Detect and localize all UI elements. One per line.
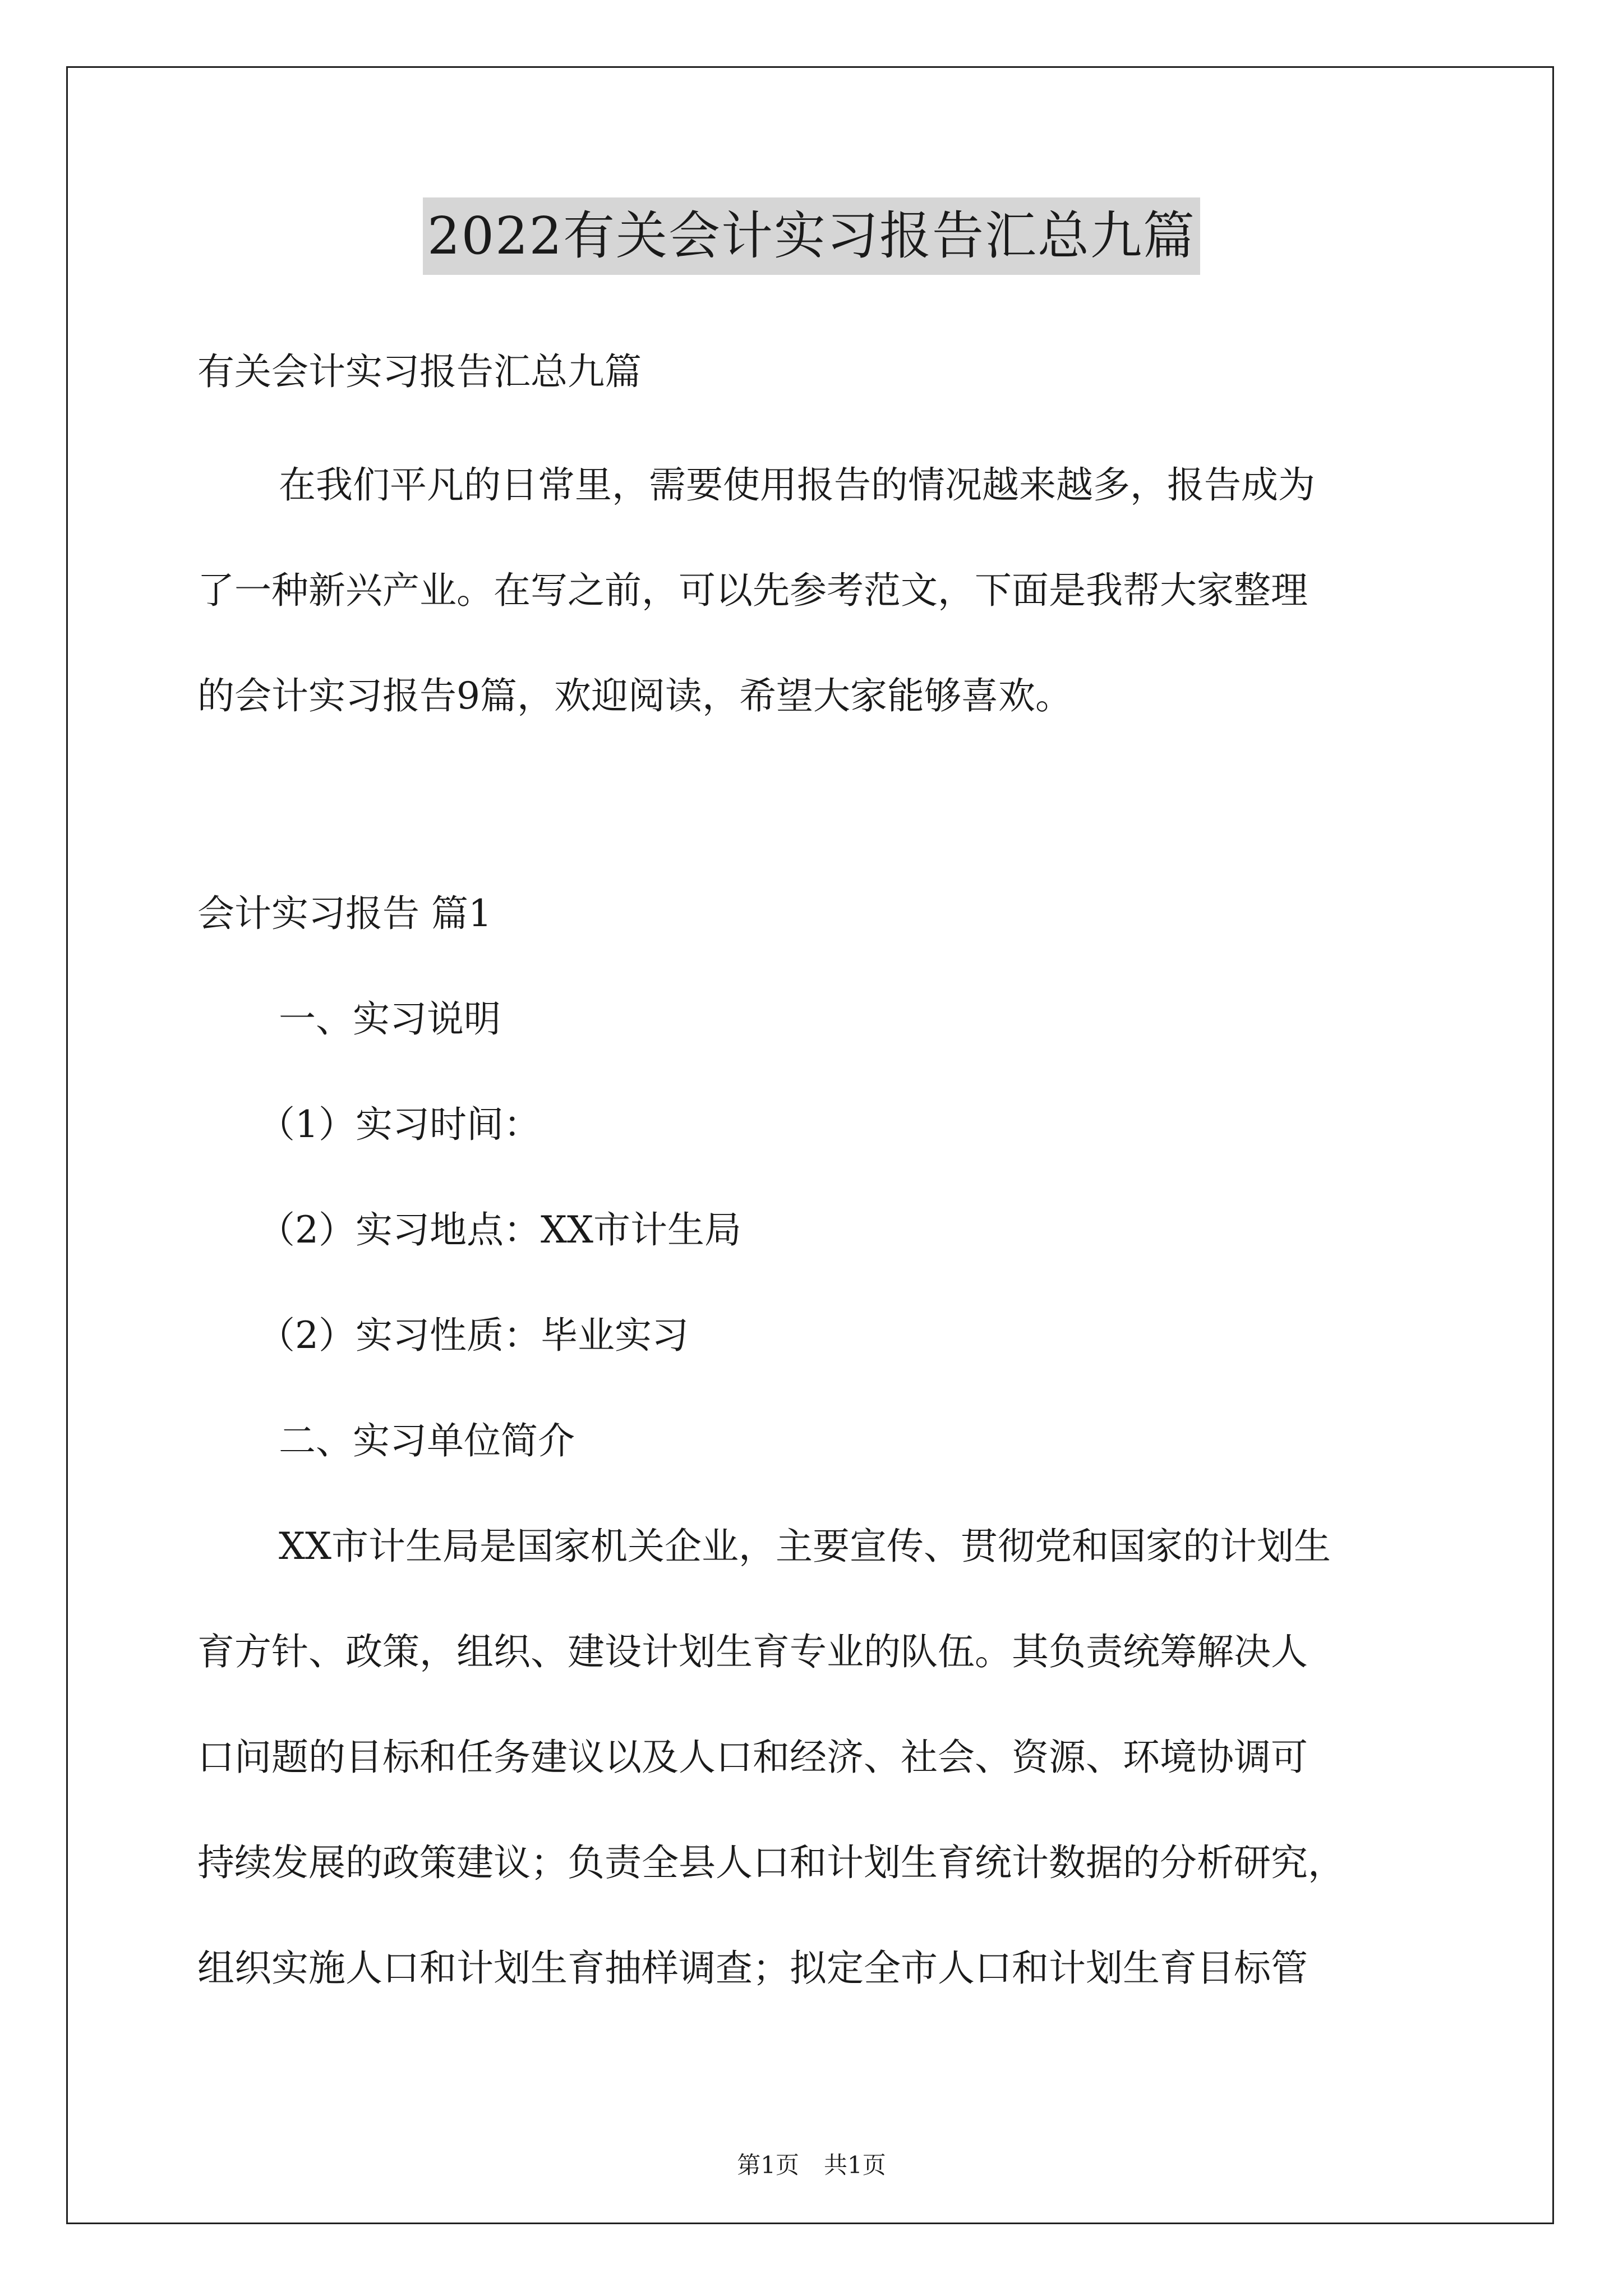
heading-unit-introduction: 二、实习单位简介: [279, 1419, 575, 1462]
body-line-5: 组织实施人口和计划生育抽样调查；拟定全市人口和计划生育目标管: [197, 1947, 1308, 1990]
page-footer: [0, 2148, 1623, 2182]
body-line-3: 口问题的目标和任务建议以及人口和经济、社会、资源、环境协调可: [197, 1736, 1308, 1779]
heading-internship-description: 一、实习说明: [279, 997, 501, 1041]
document-title: 2022有关会计实习报告汇总九篇: [423, 197, 1200, 275]
page-number: 第1页: [737, 2151, 799, 2179]
item-internship-location: （2）实习地点：XX市计生局: [258, 1208, 741, 1251]
intro-line-3: 的会计实习报告9篇，欢迎阅读，希望大家能够喜欢。: [197, 674, 1072, 717]
page-total: 共1页: [824, 2151, 886, 2179]
body-line-2: 育方针、政策，组织、建设计划生育专业的队伍。其负责统筹解决人: [197, 1630, 1308, 1673]
section-heading: 会计实习报告 篇1: [197, 892, 492, 935]
intro-line-1: 在我们平凡的日常里，需要使用报告的情况越来越多，报告成为: [279, 463, 1315, 507]
title-wrapper: [0, 197, 1623, 275]
item-internship-time: （1）实习时间：: [258, 1103, 541, 1146]
subtitle: 有关会计实习报告汇总九篇: [197, 350, 642, 393]
body-line-4: 持续发展的政策建议；负责全县人口和计划生育统计数据的分析研究，: [197, 1841, 1345, 1884]
intro-line-2: 了一种新兴产业。在写之前，可以先参考范文，下面是我帮大家整理: [197, 569, 1308, 612]
item-internship-nature: （2）实习性质：毕业实习: [258, 1314, 689, 1357]
body-line-1: XX市计生局是国家机关企业，主要宣传、贯彻党和国家的计划生: [279, 1525, 1331, 1568]
